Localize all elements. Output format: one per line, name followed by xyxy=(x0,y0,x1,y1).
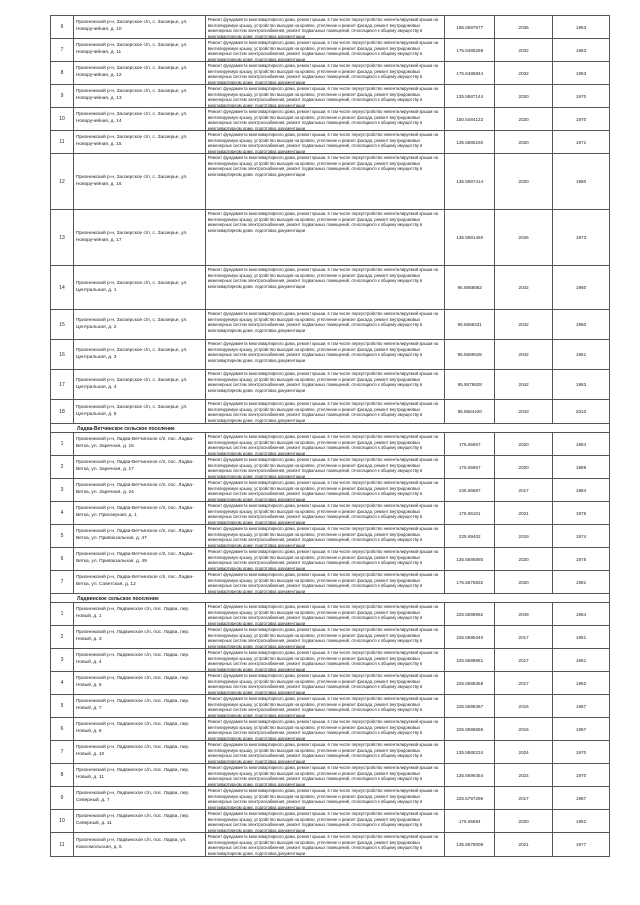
area-cell: 175.5575832 xyxy=(445,571,495,593)
repair-year-cell: 2016 xyxy=(495,718,553,740)
repair-year-cell: 2020 xyxy=(495,433,553,455)
area-cell: 225.5797296 xyxy=(445,787,495,809)
row-number: 8 xyxy=(51,764,74,786)
address-cell: Прионежский р-н, Ладвинское с/п, пос. Ладва, пер. Новый, д. 11 xyxy=(74,764,206,786)
address-cell: Прионежский р-н, Заозерское с/п, с. Заозерье, ул. Центральная, д. 4 xyxy=(74,370,206,399)
table-row xyxy=(50,85,610,108)
works-cell: Ремонт фундамента многоквартирного дома, ремонт крыши, в том числе переустройство невентилируемой крыши на вентилируемую крышу, устройство выходов на кровлю, утепление и ремонт фасада, ремонт внутридомовых инженерных систем электроснабжения, ремонт подвальных помещений, относящихся к общему имуществу в многоквартирном доме, подготовка документации xyxy=(206,571,446,593)
row-number: 2 xyxy=(51,456,74,478)
area-cell: 150.5484122 xyxy=(445,108,495,130)
area-cell: 175.6485844 xyxy=(445,62,495,84)
area-cell: 135.5581460 xyxy=(445,210,495,265)
table-row xyxy=(50,310,610,340)
area-cell: 175.56101 xyxy=(445,502,495,524)
build-year-cell: 1976 xyxy=(553,502,610,524)
repair-year-cell: 2042 xyxy=(495,370,553,399)
address-cell: Прионежский р-н, Ладвинское с/п, пос. Ладва, пер. Новый, д. 7 xyxy=(74,695,206,717)
repair-year-cell: 2019 xyxy=(495,525,553,547)
address-cell: Прионежский р-н, Ладва-Ветчинское с/п, пос. Ладва-Ветка, ул. Приозерная, д. 1 xyxy=(74,502,206,524)
repair-year-cell: 2020 xyxy=(495,810,553,832)
works-cell: Ремонт фундамента многоквартирного дома, ремонт крыши, в том числе переустройство невентилируемой крыши на вентилируемую крышу, устройство выходов на кровлю, утепление и ремонт фасада, ремонт внутридомовых инженерных систем электроснабжения, ремонт подвальных помещений, относящихся к общему имуществу в многоквартирном доме, подготовка документации xyxy=(206,340,446,369)
repair-year-cell: 2042 xyxy=(495,310,553,339)
table-row xyxy=(50,108,610,131)
row-number: 4 xyxy=(51,672,74,694)
row-number: 11 xyxy=(51,833,74,856)
row-number: 6 xyxy=(51,16,74,38)
address-cell: Прионежский р-н, Ладва-Ветчинское с/п, пос. Ладва-Ветка, ул. Привокзальная, д. 49 xyxy=(74,548,206,570)
row-number: 4 xyxy=(51,502,74,524)
section-title: Ладва-Ветчинское сельское поселение xyxy=(50,424,610,433)
repair-year-cell: 2017 xyxy=(495,672,553,694)
works-cell: Ремонт фундамента многоквартирного дома, ремонт крыши, в том числе переустройство невентилируемой крыши на вентилируемую крышу, устройство выходов на кровлю, утепление и ремонт фасада, ремонт внутридомовых инженерных систем электроснабжения, ремонт подвальных помещений, относящихся к общему имуществу в многоквартирном доме, подготовка документации xyxy=(206,672,446,694)
works-cell: Ремонт фундамента многоквартирного дома, ремонт крыши, в том числе переустройство невентилируемой крыши на вентилируемую крышу, устройство выходов на кровлю, утепление и ремонт фасада, ремонт внутридомовых инженерных систем электроснабжения, ремонт подвальных помещений, относящихся к общему имуществу в многоквартирном доме, подготовка документации xyxy=(206,370,446,399)
row-number: 9 xyxy=(51,85,74,107)
repair-year-cell: 2017 xyxy=(495,479,553,501)
area-cell: 135.5585224 xyxy=(445,741,495,763)
repair-year-cell: 2049 xyxy=(495,603,553,625)
works-cell: Ремонт фундамента многоквартирного дома, ремонт крыши, в том числе переустройство невентилируемой крыши на вентилируемую крышу, устройство выходов на кровлю, утепление и ремонт фасада, ремонт внутридомовых инженерных систем электроснабжения, ремонт подвальных помещений, относящихся к общему имуществу в многоквартирном доме, подготовка документации xyxy=(206,649,446,671)
row-number: 17 xyxy=(51,370,74,399)
area-cell: 95.5579628 xyxy=(445,370,495,399)
table-row xyxy=(50,370,610,400)
table-row xyxy=(50,340,610,370)
works-cell: Ремонт фундамента многоквартирного дома, ремонт крыши, в том числе переустройство невентилируемой крыши на вентилируемую крышу, устройство выходов на кровлю, утепление и ремонт фасада, ремонт внутридомовых инженерных систем электроснабжения, ремонт подвальных помещений, относящихся к общему имуществу в многоквартирном доме, подготовка документации xyxy=(206,603,446,625)
repair-year-cell: 2017 xyxy=(495,787,553,809)
works-cell: Ремонт фундамента многоквартирного дома, ремонт крыши, в том числе переустройство невентилируемой крыши на вентилируемую крышу, устройство выходов на кровлю, утепление и ремонт фасада, ремонт внутридомовых инженерных систем электроснабжения, ремонт подвальных помещений, относящихся к общему имуществу в многоквартирном доме, подготовка документации xyxy=(206,154,446,209)
area-cell: 135.5587414 xyxy=(445,154,495,209)
repair-year-cell: 2020 xyxy=(495,154,553,209)
address-cell: Прионежский р-н, Ладвинское с/п, пос. Ладва, пер. Новый, д. 1 xyxy=(74,603,206,625)
build-year-cell: 1975 xyxy=(553,548,610,570)
table-row xyxy=(50,433,610,456)
area-cell: 235.56687 xyxy=(445,479,495,501)
table-row xyxy=(50,16,610,39)
row-number: 8 xyxy=(51,62,74,84)
address-cell: Прионежский р-н, Заозерское с/п, с. Заозерье, ул. Центральная, д. 5 xyxy=(74,400,206,423)
area-cell: 135.5587144 xyxy=(445,85,495,107)
repair-year-cell: 2032 xyxy=(495,62,553,84)
build-year-cell: 1974 xyxy=(553,525,610,547)
table-row xyxy=(50,62,610,85)
row-number: 11 xyxy=(51,131,74,153)
build-year-cell: 1962 xyxy=(553,810,610,832)
area-cell: 175.55657 xyxy=(445,433,495,455)
build-year-cell: 1980 xyxy=(553,154,610,209)
row-number: 6 xyxy=(51,548,74,570)
row-number: 3 xyxy=(51,649,74,671)
address-cell: Прионежский р-н, Ладвинское с/п, пос. Ладва, пер. Новый, д. 8 xyxy=(74,718,206,740)
works-cell: Ремонт фундамента многоквартирного дома, ремонт крыши, в том числе переустройство невентилируемой крыши на вентилируемую крышу, устройство выходов на кровлю, утепление и ремонт фасада, ремонт внутридомовых инженерных систем электроснабжения, ремонт подвальных помещений, относящихся к общему имуществу в многоквартирном доме, подготовка документации xyxy=(206,479,446,501)
area-cell: 175.6485258 xyxy=(445,39,495,61)
build-year-cell: 1963 xyxy=(553,39,610,61)
area-cell: 95.5958882 xyxy=(445,266,495,309)
repair-year-cell: 2024 xyxy=(495,741,553,763)
area-cell: 225.5598962 xyxy=(445,603,495,625)
table-row xyxy=(50,400,610,424)
works-cell: Ремонт фундамента многоквартирного дома, ремонт крыши, в том числе переустройство невентилируемой крыши на вентилируемую крышу, устройство выходов на кровлю, утепление и ремонт фасада, ремонт внутридомовых инженерных систем электроснабжения, ремонт подвальных помещений, относящихся к общему имуществу в многоквартирном доме, подготовка документации xyxy=(206,62,446,84)
area-cell: 185.5597677 xyxy=(445,16,495,38)
area-cell: 135.5596454 xyxy=(445,764,495,786)
table-row xyxy=(50,718,610,741)
address-cell: Прионежский р-н, Ладвинское с/п, пос. Ладва, пер. Новый, д. 6 xyxy=(74,672,206,694)
address-cell: Прионежский р-н, Заозерское с/п, с. Заозерье, ул. Центральная, д. 2 xyxy=(74,310,206,339)
repair-year-cell: 2020 xyxy=(495,85,553,107)
row-number: 12 xyxy=(51,154,74,209)
area-cell: 175.55684 xyxy=(445,810,495,832)
table-row xyxy=(50,649,610,672)
build-year-cell: 1963 xyxy=(553,370,610,399)
row-number: 10 xyxy=(51,810,74,832)
build-year-cell: 1961 xyxy=(553,649,610,671)
address-cell: Прионежский р-н, Ладвинское с/п, пос. Ладва, пер. Новый, д. 10 xyxy=(74,741,206,763)
works-cell: Ремонт фундамента многоквартирного дома, ремонт крыши, в том числе переустройство невентилируемой крыши на вентилируемую крышу, устройство выходов на кровлю, утепление и ремонт фасада, ремонт внутридомовых инженерных систем электроснабжения, ремонт подвальных помещений, относящихся к общему имуществу в многоквартирном доме, подготовка документации xyxy=(206,525,446,547)
build-year-cell: 1977 xyxy=(553,833,610,856)
table-row xyxy=(50,626,610,649)
address-cell: Прионежский р-н, Ладва-Ветчинское с/п, пос. Ладва-Ветка, ул. Заречная, д. 24 xyxy=(74,479,206,501)
table-row xyxy=(50,695,610,718)
build-year-cell: 1970 xyxy=(553,764,610,786)
address-cell: Прионежский р-н, Заозерское с/п, с. Заозерье, ул. Новоручейная, д. 15 xyxy=(74,131,206,153)
row-number: 3 xyxy=(51,479,74,501)
area-cell: 95.5588628 xyxy=(445,340,495,369)
address-cell: Прионежский р-н, Ладва-Ветчинское с/п, пос. Ладва-Ветка, ул. Заречная, д. 17 xyxy=(74,456,206,478)
build-year-cell: 1961 xyxy=(553,626,610,648)
area-cell: 225.5596358 xyxy=(445,672,495,694)
table-row xyxy=(50,154,610,210)
address-cell: Прионежский р-н, Заозерское с/п, с. Заозерье, ул. Новоручейная, д. 14 xyxy=(74,108,206,130)
works-cell: Ремонт фундамента многоквартирного дома, ремонт крыши, в том числе переустройство невентилируемой крыши на вентилируемую крышу, устройство выходов на кровлю, утепление и ремонт фасада, ремонт внутридомовых инженерных систем электроснабжения, ремонт подвальных помещений, относящихся к общему имуществу в многоквартирном доме, подготовка документации xyxy=(206,266,446,309)
repair-year-cell: 2017 xyxy=(495,649,553,671)
build-year-cell: 1964 xyxy=(553,603,610,625)
row-number: 7 xyxy=(51,741,74,763)
address-cell: Прионежский р-н, Заозерское с/п, с. Заозерье, ул. Центральная, д. 1 xyxy=(74,266,206,309)
row-number: 5 xyxy=(51,525,74,547)
works-cell: Ремонт фундамента многоквартирного дома, ремонт крыши, в том числе переустройство невентилируемой крыши на вентилируемую крышу, устройство выходов на кровлю, утепление и ремонт фасада, ремонт внутридомовых инженерных систем электроснабжения, ремонт подвальных помещений, относящихся к общему имуществу в многоквартирном доме, подготовка документации xyxy=(206,626,446,648)
table-row xyxy=(50,456,610,479)
works-cell: Ремонт фундамента многоквартирного дома, ремонт крыши, в том числе переустройство невентилируемой крыши на вентилируемую крышу, устройство выходов на кровлю, утепление и ремонт фасада, ремонт внутридомовых инженерных систем электроснабжения, ремонт подвальных помещений, относящихся к общему имуществу в многоквартирном доме, подготовка документации xyxy=(206,718,446,740)
works-cell: Ремонт фундамента многоквартирного дома, ремонт крыши, в том числе переустройство невентилируемой крыши на вентилируемую крышу, устройство выходов на кровлю, утепление и ремонт фасада, ремонт внутридомовых инженерных систем электроснабжения, ремонт подвальных помещений, относящихся к общему имуществу в многоквартирном доме, подготовка документации xyxy=(206,548,446,570)
works-cell: Ремонт фундамента многоквартирного дома, ремонт крыши, в том числе переустройство невентилируемой крыши на вентилируемую крышу, устройство выходов на кровлю, утепление и ремонт фасада, ремонт внутридомовых инженерных систем электроснабжения, ремонт подвальных помещений, относящихся к общему имуществу в многоквартирном доме, подготовка документации xyxy=(206,502,446,524)
table-row xyxy=(50,39,610,62)
address-cell: Прионежский р-н, Ладва-Ветчинское с/п, пос. Ладва-Ветка, ул. Советская, д. 12 xyxy=(74,571,206,593)
repair-year-cell: 2036 xyxy=(495,16,553,38)
build-year-cell: 1963 xyxy=(553,62,610,84)
works-cell: Ремонт фундамента многоквартирного дома, ремонт крыши, в том числе переустройство невентилируемой крыши на вентилируемую крышу, устройство выходов на кровлю, утепление и ремонт фасада, ремонт внутридомовых инженерных систем электроснабжения, ремонт подвальных помещений, относящихся к общему имуществу в многоквартирном доме, подготовка документации xyxy=(206,310,446,339)
works-cell: Ремонт фундамента многоквартирного дома, ремонт крыши, в том числе переустройство невентилируемой крыши на вентилируемую крышу, устройство выходов на кровлю, утепление и ремонт фасада, ремонт внутридомовых инженерных систем электроснабжения, ремонт подвальных помещений, относящихся к общему имуществу в многоквартирном доме, подготовка документации xyxy=(206,131,446,153)
table-row xyxy=(50,810,610,833)
table-row xyxy=(50,266,610,310)
area-cell: 225.5595340 xyxy=(445,626,495,648)
address-cell: Прионежский р-н, Заозерское с/п, с. Заозерье, ул. Новоручейная, д. 11 xyxy=(74,39,206,61)
repair-year-cell: 2042 xyxy=(495,266,553,309)
housing-repair-table xyxy=(50,15,610,857)
works-cell: Ремонт фундамента многоквартирного дома, ремонт крыши, в том числе переустройство невентилируемой крыши на вентилируемую крышу, устройство выходов на кровлю, утепление и ремонт фасада, ремонт внутридомовых инженерных систем электроснабжения, ремонт подвальных помещений, относящихся к общему имуществу в многоквартирном доме, подготовка документации xyxy=(206,810,446,832)
address-cell: Прионежский р-н, Ладвинское с/п, пос. Ладва, пер. Северный, д. 7 xyxy=(74,787,206,809)
works-cell: Ремонт фундамента многоквартирного дома, ремонт крыши, в том числе переустройство невентилируемой крыши на вентилируемую крышу, устройство выходов на кровлю, утепление и ремонт фасада, ремонт внутридомовых инженерных систем электроснабжения, ремонт подвальных помещений, относящихся к общему имуществу в многоквартирном доме, подготовка документации xyxy=(206,85,446,107)
repair-year-cell: 2021 xyxy=(495,833,553,856)
table-row xyxy=(50,571,610,594)
build-year-cell: 1967 xyxy=(553,787,610,809)
row-number: 1 xyxy=(51,603,74,625)
table-row xyxy=(50,603,610,626)
repair-year-cell: 2042 xyxy=(495,340,553,369)
row-number: 14 xyxy=(51,266,74,309)
area-cell: 175.55657 xyxy=(445,456,495,478)
works-cell: Ремонт фундамента многоквартирного дома, ремонт крыши, в том числе переустройство невентилируемой крыши на вентилируемую крышу, устройство выходов на кровлю, утепление и ремонт фасада, ремонт внутридомовых инженерных систем электроснабжения, ремонт подвальных помещений, относящихся к общему имуществу в многоквартирном доме, подготовка документации xyxy=(206,433,446,455)
repair-year-cell: 2017 xyxy=(495,626,553,648)
address-cell: Прионежский р-н, Ладвинское с/п, пос. Ладва, ул. Комсомольская, д. 5 xyxy=(74,833,206,856)
table-row xyxy=(50,131,610,154)
repair-year-cell: 2043 xyxy=(495,400,553,423)
works-cell: Ремонт фундамента многоквартирного дома, ремонт крыши, в том числе переустройство невентилируемой крыши на вентилируемую крышу, устройство выходов на кровлю, утепление и ремонт фасада, ремонт внутридомовых инженерных систем электроснабжения, ремонт подвальных помещений, относящихся к общему имуществу в многоквартирном доме, подготовка документации xyxy=(206,764,446,786)
area-cell: 135.5578008 xyxy=(445,833,495,856)
area-cell: 135.5585880 xyxy=(445,548,495,570)
works-cell: Ремонт фундамента многоквартирного дома, ремонт крыши, в том числе переустройство невентилируемой крыши на вентилируемую крышу, устройство выходов на кровлю, утепление и ремонт фасада, ремонт внутридомовых инженерных систем электроснабжения, ремонт подвальных помещений, относящихся к общему имуществу в многоквартирном доме, подготовка документации xyxy=(206,456,446,478)
build-year-cell: 1960 xyxy=(553,266,610,309)
repair-year-cell: 2020 xyxy=(495,131,553,153)
area-cell: 225.5598661 xyxy=(445,649,495,671)
build-year-cell: 1989 xyxy=(553,456,610,478)
build-year-cell: 1967 xyxy=(553,695,610,717)
row-number: 9 xyxy=(51,787,74,809)
build-year-cell: 1970 xyxy=(553,85,610,107)
table-row xyxy=(50,210,610,266)
repair-year-cell: 2020 xyxy=(495,456,553,478)
area-cell: 225.5596656 xyxy=(445,718,495,740)
row-number: 2 xyxy=(51,626,74,648)
build-year-cell: 1981 xyxy=(553,571,610,593)
table-row xyxy=(50,479,610,502)
repair-year-cell: 2021 xyxy=(495,502,553,524)
address-cell: Прионежский р-н, Ладвинское с/п, пос. Ладва, пер. Северный, д. 11 xyxy=(74,810,206,832)
works-cell: Ремонт фундамента многоквартирного дома, ремонт крыши, в том числе переустройство невентилируемой крыши на вентилируемую крышу, устройство выходов на кровлю, утепление и ремонт фасада, ремонт внутридомовых инженерных систем электроснабжения, ремонт подвальных помещений, относящихся к общему имуществу в многоквартирном доме, подготовка документации xyxy=(206,787,446,809)
area-cell: 225.5598367 xyxy=(445,695,495,717)
row-number: 15 xyxy=(51,310,74,339)
address-cell: Прионежский р-н, Заозерское с/п, с. Заозерье, ул. Новоручейная, д. 10 xyxy=(74,16,206,38)
address-cell: Прионежский р-н, Ладвинское с/п, пос. Ладва, пер. Новый, д. 3 xyxy=(74,626,206,648)
table-row xyxy=(50,787,610,810)
table-row xyxy=(50,741,610,764)
works-cell: Ремонт фундамента многоквартирного дома, ремонт крыши, в том числе переустройство невентилируемой крыши на вентилируемую крышу, устройство выходов на кровлю, утепление и ремонт фасада, ремонт внутридомовых инженерных систем электроснабжения, ремонт подвальных помещений, относящихся к общему имуществу в многоквартирном доме, подготовка документации xyxy=(206,39,446,61)
repair-year-cell: 2032 xyxy=(495,39,553,61)
address-cell: Прионежский р-н, Ладва-Ветчинское с/п, пос. Ладва-Ветка, ул. Заречная, д. 15 xyxy=(74,433,206,455)
row-number: 13 xyxy=(51,210,74,265)
address-cell: Прионежский р-н, Заозерское с/п, с. Заозерье, ул. Новоручейная, д. 17 xyxy=(74,210,206,265)
address-cell: Прионежский р-н, Заозерское с/п, с. Заозерье, ул. Новоручейная, д. 12 xyxy=(74,62,206,84)
table-row xyxy=(50,672,610,695)
row-number: 16 xyxy=(51,340,74,369)
table-row xyxy=(50,548,610,571)
address-cell: Прионежский р-н, Заозерское с/п, с. Заозерье, ул. Центральная, д. 3 xyxy=(74,340,206,369)
row-number: 10 xyxy=(51,108,74,130)
build-year-cell: 1960 xyxy=(553,310,610,339)
build-year-cell: 1971 xyxy=(553,131,610,153)
repair-year-cell: 2026 xyxy=(495,210,553,265)
section-title: Ладвинское сельское поселение xyxy=(50,594,610,603)
build-year-cell: 1963 xyxy=(553,16,610,38)
works-cell: Ремонт фундамента многоквартирного дома, ремонт крыши, в том числе переустройство невентилируемой крыши на вентилируемую крышу, устройство выходов на кровлю, утепление и ремонт фасада, ремонт внутридомовых инженерных систем электроснабжения, ремонт подвальных помещений, относящихся к общему имуществу в многоквартирном доме, подготовка документации xyxy=(206,210,446,265)
row-number: 18 xyxy=(51,400,74,423)
table-row xyxy=(50,833,610,857)
row-number: 6 xyxy=(51,718,74,740)
build-year-cell: 1970 xyxy=(553,108,610,130)
works-cell: Ремонт фундамента многоквартирного дома, ремонт крыши, в том числе переустройство невентилируемой крыши на вентилируемую крышу, устройство выходов на кровлю, утепление и ремонт фасада, ремонт внутридомовых инженерных систем электроснабжения, ремонт подвальных помещений, относящихся к общему имуществу в многоквартирном доме, подготовка документации xyxy=(206,16,446,38)
build-year-cell: 1961 xyxy=(553,340,610,369)
build-year-cell: 1973 xyxy=(553,210,610,265)
area-cell: 225.69402 xyxy=(445,525,495,547)
build-year-cell: 1970 xyxy=(553,741,610,763)
address-cell: Прионежский р-н, Ладвинское с/п, пос. Ладва, пер. Новый, д. 4 xyxy=(74,649,206,671)
address-cell: Прионежский р-н, Заозерское с/п, с. Заозерье, ул. Новоручейная, д. 13 xyxy=(74,85,206,107)
row-number: 5 xyxy=(51,695,74,717)
works-cell: Ремонт фундамента многоквартирного дома, ремонт крыши, в том числе переустройство невентилируемой крыши на вентилируемую крышу, устройство выходов на кровлю, утепление и ремонт фасада, ремонт внутридомовых инженерных систем электроснабжения, ремонт подвальных помещений, относящихся к общему имуществу в многоквартирном доме, подготовка документации xyxy=(206,695,446,717)
build-year-cell: 1984 xyxy=(553,433,610,455)
build-year-cell: 2010 xyxy=(553,400,610,423)
repair-year-cell: 2024 xyxy=(495,764,553,786)
address-cell: Прионежский р-н, Заозерское с/п, с. Заозерье, ул. Новоручейная, д. 16 xyxy=(74,154,206,209)
works-cell: Ремонт фундамента многоквартирного дома, ремонт крыши, в том числе переустройство невентилируемой крыши на вентилируемую крышу, устройство выходов на кровлю, утепление и ремонт фасада, ремонт внутридомовых инженерных систем электроснабжения, ремонт подвальных помещений, относящихся к общему имуществу в многоквартирном доме, подготовка документации xyxy=(206,400,446,423)
repair-year-cell: 2016 xyxy=(495,695,553,717)
row-number: 7 xyxy=(51,571,74,593)
works-cell: Ремонт фундамента многоквартирного дома, ремонт крыши, в том числе переустройство невентилируемой крыши на вентилируемую крышу, устройство выходов на кровлю, утепление и ремонт фасада, ремонт внутридомовых инженерных систем электроснабжения, ремонт подвальных помещений, относящихся к общему имуществу в многоквартирном доме, подготовка документации xyxy=(206,741,446,763)
repair-year-cell: 2020 xyxy=(495,548,553,570)
table-row xyxy=(50,764,610,787)
address-cell: Прионежский р-н, Ладва-Ветчинское с/п, пос. Ладва-Ветка, ул. Привокзальная, д. 47 xyxy=(74,525,206,547)
area-cell: 95.5588431 xyxy=(445,310,495,339)
build-year-cell: 1962 xyxy=(553,672,610,694)
area-cell: 135.5585160 xyxy=(445,131,495,153)
works-cell: Ремонт фундамента многоквартирного дома, ремонт крыши, в том числе переустройство невентилируемой крыши на вентилируемую крышу, устройство выходов на кровлю, утепление и ремонт фасада, ремонт внутридомовых инженерных систем электроснабжения, ремонт подвальных помещений, относящихся к общему имуществу в многоквартирном доме, подготовка документации xyxy=(206,833,446,856)
table-row xyxy=(50,502,610,525)
repair-year-cell: 2020 xyxy=(495,108,553,130)
build-year-cell: 1967 xyxy=(553,718,610,740)
area-cell: 95.5584420 xyxy=(445,400,495,423)
table-row xyxy=(50,525,610,548)
row-number: 7 xyxy=(51,39,74,61)
build-year-cell: 1984 xyxy=(553,479,610,501)
works-cell: Ремонт фундамента многоквартирного дома, ремонт крыши, в том числе переустройство невентилируемой крыши на вентилируемую крышу, устройство выходов на кровлю, утепление и ремонт фасада, ремонт внутридомовых инженерных систем электроснабжения, ремонт подвальных помещений, относящихся к общему имуществу в многоквартирном доме, подготовка документации xyxy=(206,108,446,130)
repair-year-cell: 2020 xyxy=(495,571,553,593)
row-number: 1 xyxy=(51,433,74,455)
